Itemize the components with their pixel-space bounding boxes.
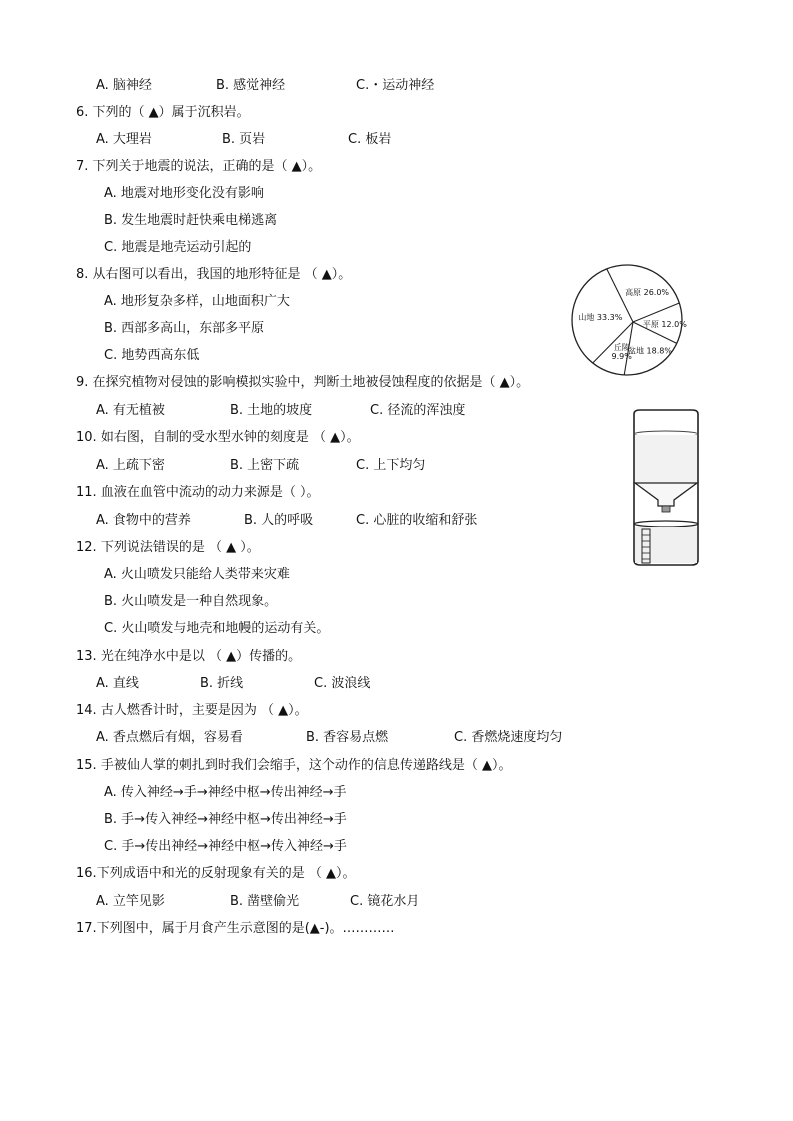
q9-option-a: A. 有无植被 [96, 403, 165, 418]
pie-slice-label: 平原 12.0% [642, 320, 687, 330]
q8-option-a: A. 地形复杂多样，山地面积广大 [104, 294, 290, 309]
q15-option-c: C. 手→传出神经→神经中枢→传入神经→手 [104, 839, 347, 854]
terrain-pie-chart [563, 262, 703, 378]
q14-option-b: B. 香容易点燃 [306, 730, 389, 745]
q12-option-c: C. 火山喷发与地壳和地幔的运动有关。 [104, 621, 330, 636]
q13-option-c: C. 波浪线 [314, 676, 371, 691]
question-16 [76, 865, 355, 883]
pie-slice-label: 高原 26.0% [625, 288, 670, 298]
question-7 [76, 158, 321, 176]
q13-option-b: B. 折线 [200, 676, 244, 691]
q11-option-c: C. 心脏的收缩和舒张 [356, 513, 478, 528]
question-number: 8. [76, 267, 89, 282]
q6-option-a: A. 大理岩 [96, 132, 152, 147]
q13-option-a: A. 直线 [96, 676, 139, 691]
q6-option-b: B. 页岩 [222, 132, 266, 147]
q5-option-a: A. 脑神经 [96, 78, 152, 93]
question-text: 在探究植物对侵蚀的影响模拟实验中，判断土地被侵蚀程度的依据是（ ▲）。 [92, 375, 530, 390]
question-text: 下列图中，属于月食产生示意图的是(▲-)。………… [96, 921, 395, 936]
question-number: 15. [76, 758, 97, 773]
question-text: 光在纯净水中是以 （ ▲）传播的。 [100, 649, 302, 664]
question-17 [76, 920, 395, 938]
q5-option-b: B. 感觉神经 [216, 78, 286, 93]
question-text: 古人燃香计时，主要是因为 （ ▲）。 [100, 703, 308, 718]
q16-option-a: A. 立竿见影 [96, 894, 165, 909]
question-number: 13. [76, 649, 97, 664]
question-14 [76, 702, 308, 720]
question-text: 如右图，自制的受水型水钟的刻度是 （ ▲）。 [100, 430, 360, 445]
question-number: 11. [76, 485, 97, 500]
question-8 [76, 266, 351, 284]
q5-option-c: C.・运动神经 [356, 78, 435, 93]
question-text: 从右图可以看出，我国的地形特征是 （ ▲）。 [92, 267, 352, 282]
pie-slice-label: 丘陵 9.9% [611, 342, 632, 361]
question-number: 17. [76, 921, 97, 936]
question-text: 血液在血管中流动的动力来源是（ ）。 [100, 485, 320, 500]
q8-option-b: B. 西部多高山，东部多平原 [104, 321, 265, 336]
pie-slice-label: 盆地 18.8% [627, 346, 672, 356]
q14-option-c: C. 香燃烧速度均匀 [454, 730, 563, 745]
question-text: 手被仙人掌的刺扎到时我们会缩手，这个动作的信息传递路线是（ ▲）。 [100, 758, 512, 773]
funnel [635, 483, 697, 506]
q15-option-a: A. 传入神经→手→神经中枢→传出神经→手 [104, 785, 347, 800]
question-12 [76, 539, 260, 557]
upper-water [635, 435, 697, 483]
q7-option-a: A. 地震对地形变化没有影响 [104, 186, 264, 201]
question-text: 下列说法错误的是 （ ▲ ）。 [100, 540, 260, 555]
pie-slice-label: 山地 33.3% [578, 313, 623, 323]
question-number: 12. [76, 540, 97, 555]
q7-option-b: B. 发生地震时赶快乘电梯逃离 [104, 213, 278, 228]
question-10 [76, 429, 360, 447]
q10-option-b: B. 上密下疏 [230, 458, 300, 473]
lower-container-rim [634, 521, 698, 527]
water-clock-figure [630, 408, 702, 568]
q12-option-b: B. 火山喷发是一种自然现象。 [104, 594, 278, 609]
question-number: 10. [76, 430, 97, 445]
q12-option-a: A. 火山喷发只能给人类带来灾难 [104, 567, 290, 582]
question-number: 7. [76, 159, 89, 174]
q11-option-b: B. 人的呼吸 [244, 513, 314, 528]
lower-water [635, 527, 697, 563]
question-text: 下列关于地震的说法，正确的是（ ▲）。 [92, 159, 322, 174]
question-6 [76, 104, 250, 122]
q16-option-b: B. 凿壁偷光 [230, 894, 300, 909]
q7-option-c: C. 地震是地壳运动引起的 [104, 240, 252, 255]
q9-option-c: C. 径流的浑浊度 [370, 403, 466, 418]
question-number: 16. [76, 866, 97, 881]
question-number: 14. [76, 703, 97, 718]
q16-option-c: C. 镜花水月 [350, 894, 420, 909]
question-text: 下列成语中和光的反射现象有关的是 （ ▲）。 [96, 866, 356, 881]
drip-nozzle [662, 506, 670, 512]
question-13 [76, 648, 301, 666]
q14-option-a: A. 香点燃后有烟，容易看 [96, 730, 243, 745]
question-number: 9. [76, 375, 89, 390]
question-15 [76, 757, 511, 775]
q6-option-c: C. 板岩 [348, 132, 392, 147]
q10-option-c: C. 上下均匀 [356, 458, 426, 473]
q11-option-a: A. 食物中的营养 [96, 513, 191, 528]
question-11 [76, 484, 319, 502]
q8-option-c: C. 地势西高东低 [104, 348, 200, 363]
q10-option-a: A. 上疏下密 [96, 458, 165, 473]
q9-option-b: B. 土地的坡度 [230, 403, 313, 418]
question-9 [76, 374, 529, 392]
q15-option-b: B. 手→传入神经→神经中枢→传出神经→手 [104, 812, 347, 827]
question-number: 6. [76, 105, 89, 120]
question-text: 下列的（ ▲）属于沉积岩。 [92, 105, 250, 120]
